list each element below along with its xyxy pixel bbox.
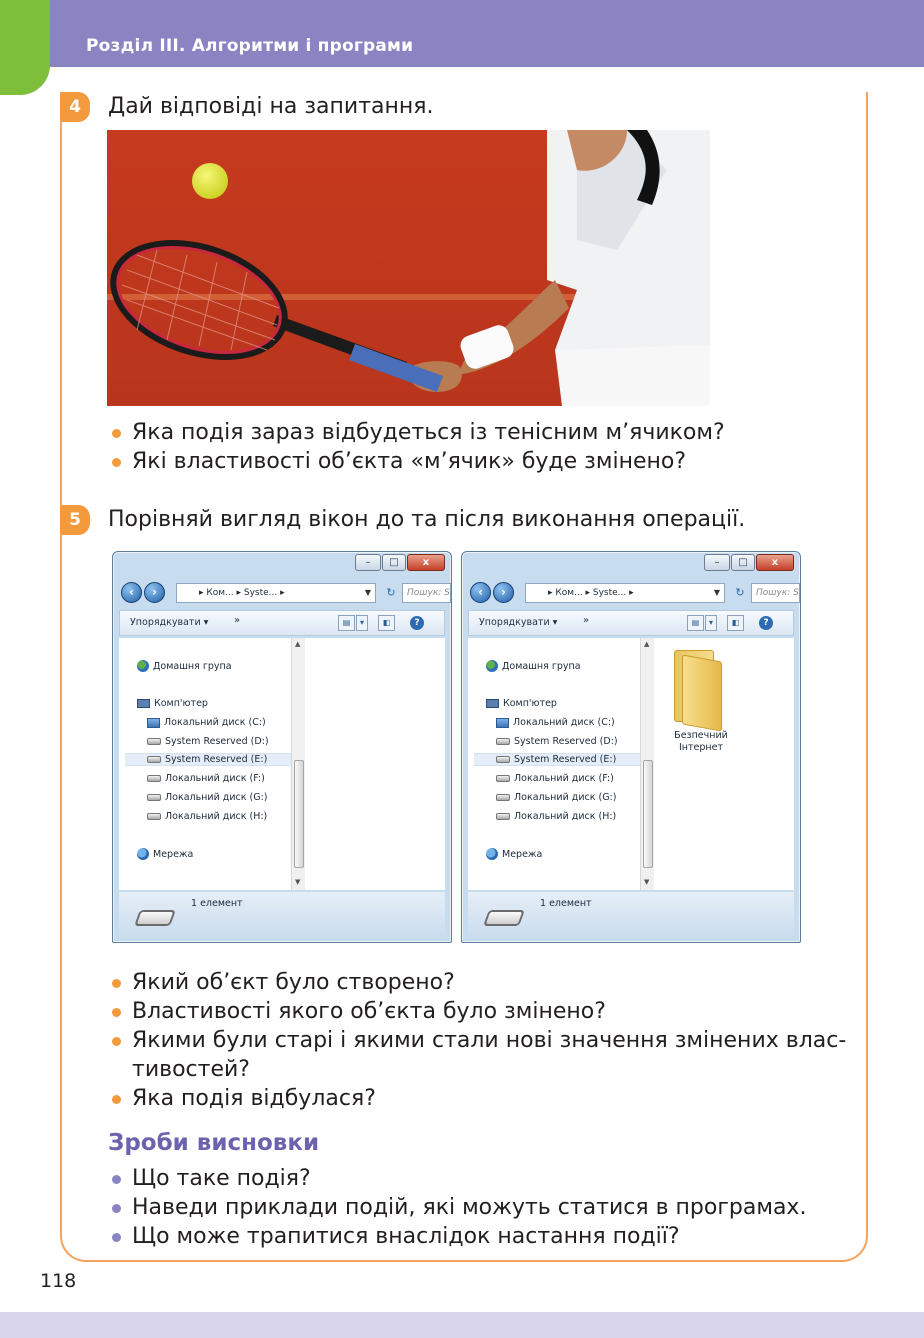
organize-menu[interactable]: Упорядкувати ▾ <box>479 617 558 628</box>
address-row <box>468 580 799 606</box>
navigation-pane <box>119 638 305 890</box>
nav-label: System Reserved (E:) <box>514 754 617 765</box>
drive-large-icon <box>134 910 176 926</box>
forward-button[interactable]: › <box>144 582 165 603</box>
close-icon: x <box>771 557 779 568</box>
page-number: 118 <box>40 1270 77 1292</box>
status-bar <box>119 892 445 938</box>
nav-label: Комп'ютер <box>503 698 557 709</box>
address-bar[interactable] <box>525 583 725 603</box>
network-icon <box>137 848 149 860</box>
task-4-questions <box>108 418 725 476</box>
scrollbar[interactable] <box>291 638 305 890</box>
nav-drive-e-selected[interactable] <box>125 753 291 766</box>
nav-label: System Reserved (D:) <box>165 736 269 747</box>
content-pane-empty[interactable] <box>305 638 445 890</box>
nav-label: Локальний диск (F:) <box>165 773 265 784</box>
question-text: тивостей? <box>132 1057 250 1082</box>
scroll-up-icon[interactable]: ▲ <box>644 640 650 648</box>
address-row <box>119 580 450 606</box>
chevron-down-icon: ▼ <box>713 588 720 597</box>
drive-icon <box>496 756 510 763</box>
window-titlebar <box>462 552 800 576</box>
address-path: ▸ Ком... ▸ Syste... ▸ <box>199 588 285 598</box>
close-button[interactable] <box>407 554 445 571</box>
maximize-icon: □ <box>389 557 399 568</box>
nav-network[interactable] <box>486 848 542 860</box>
drive-icon <box>147 756 161 763</box>
nav-drive-c[interactable] <box>496 717 615 728</box>
drive-icon <box>147 794 161 801</box>
nav-drive-e-selected[interactable] <box>474 753 640 766</box>
address-path: ▸ Ком... ▸ Syste... ▸ <box>548 588 634 598</box>
preview-pane-icon[interactable]: ◧ <box>727 615 744 631</box>
conclusion-text: Що може трапитися внаслідок настання події? <box>132 1224 680 1249</box>
drive-icon <box>147 813 161 820</box>
help-icon[interactable]: ? <box>410 616 424 630</box>
nav-computer[interactable] <box>486 698 557 709</box>
list-item <box>108 1164 806 1193</box>
explorer-window-before <box>112 551 452 943</box>
nav-homegroup[interactable] <box>137 660 232 672</box>
status-bar <box>468 892 794 938</box>
nav-label: Домашня група <box>153 660 232 672</box>
list-item <box>108 1193 806 1222</box>
back-button[interactable]: ‹ <box>121 582 142 603</box>
nav-drive-h[interactable] <box>147 811 267 822</box>
command-toolbar <box>119 610 445 636</box>
task-4-title: Дай відповіді на запитання. <box>108 94 434 119</box>
more-commands-button[interactable]: » <box>583 615 590 626</box>
question-text: Який об’єкт було створено? <box>132 970 455 995</box>
view-options-icon[interactable]: ▤ <box>687 615 704 631</box>
list-item <box>108 1222 806 1251</box>
homegroup-icon <box>137 660 149 672</box>
task-4-badge: 4 <box>60 92 90 122</box>
bullet-dot <box>112 1008 121 1017</box>
status-item-count: 1 елемент <box>540 898 592 909</box>
nav-label: System Reserved (E:) <box>165 754 268 765</box>
page-header-title: Розділ ІІІ. Алгоритми і програми <box>86 36 414 56</box>
nav-label: System Reserved (D:) <box>514 736 618 747</box>
scroll-thumb[interactable] <box>294 760 304 868</box>
search-input[interactable]: Пошук: S <box>751 583 800 603</box>
question-text: Якими були старі і якими стали нові значення змінених влас- <box>132 1028 847 1053</box>
scrollbar[interactable] <box>640 638 654 890</box>
tennis-photo <box>107 130 710 406</box>
network-icon <box>486 848 498 860</box>
drive-icon <box>147 775 161 782</box>
nav-label: Локальний диск (C:) <box>513 717 615 728</box>
nav-drive-f[interactable] <box>147 773 265 784</box>
nav-label: Локальний диск (C:) <box>164 717 266 728</box>
nav-drive-g[interactable] <box>147 792 267 803</box>
conclusions-list <box>108 1164 806 1251</box>
nav-drive-c[interactable] <box>147 717 266 728</box>
question-text: Які властивості об’єкта «м’ячик» буде змінено? <box>132 449 687 474</box>
refresh-button[interactable]: ↻ <box>386 586 396 599</box>
explorer-window-after <box>461 551 801 943</box>
search-input[interactable]: Пошук: S <box>402 583 451 603</box>
view-dropdown-icon[interactable]: ▾ <box>705 615 717 631</box>
system-drive-icon <box>147 718 160 728</box>
list-item <box>108 1026 846 1055</box>
question-text: Властивості якого об’єкта було змінено? <box>132 999 606 1024</box>
close-icon: x <box>422 557 430 568</box>
header-bar <box>0 0 924 67</box>
nav-network[interactable] <box>137 848 193 860</box>
nav-label: Локальний диск (F:) <box>514 773 614 784</box>
address-bar[interactable] <box>176 583 376 603</box>
bullet-dot <box>112 1175 121 1184</box>
view-options-icon[interactable]: ▤ <box>338 615 355 631</box>
nav-label: Мережа <box>153 848 194 860</box>
preview-pane-icon[interactable]: ◧ <box>378 615 395 631</box>
forward-button[interactable]: › <box>493 582 514 603</box>
question-text: Яка подія відбулася? <box>132 1086 376 1111</box>
folder-label-line: Інтернет <box>678 742 723 753</box>
task-5-badge: 5 <box>60 505 90 535</box>
drive-icon <box>496 775 510 782</box>
nav-homegroup[interactable] <box>486 660 581 672</box>
scroll-up-icon[interactable]: ▲ <box>295 640 301 648</box>
conclusion-text: Наведи приклади подій, які можуть статися в програмах. <box>132 1195 807 1220</box>
minimize-icon: – <box>714 557 720 568</box>
list-item <box>108 447 725 476</box>
maximize-button[interactable] <box>382 554 406 571</box>
nav-label: Комп'ютер <box>154 698 208 709</box>
nav-drive-h[interactable] <box>496 811 616 822</box>
close-button[interactable] <box>756 554 794 571</box>
task-5-questions <box>108 968 846 1113</box>
navigation-pane <box>468 638 654 890</box>
content-pane[interactable] <box>654 638 794 890</box>
organize-menu[interactable]: Упорядкувати ▾ <box>130 617 209 628</box>
section-corner-tab <box>0 0 50 95</box>
maximize-icon: □ <box>738 557 748 568</box>
list-item <box>108 997 846 1026</box>
computer-icon <box>137 699 150 708</box>
drive-icon <box>147 738 161 745</box>
footer-bar <box>0 1312 924 1338</box>
status-item-count: 1 елемент <box>191 898 243 909</box>
nav-drive-d[interactable] <box>496 736 618 747</box>
back-button[interactable]: ‹ <box>470 582 491 603</box>
minimize-icon: – <box>365 557 371 568</box>
list-item-continuation <box>108 1055 846 1084</box>
more-commands-button[interactable]: » <box>234 615 241 626</box>
minimize-button[interactable] <box>355 554 381 571</box>
nav-computer[interactable] <box>137 698 208 709</box>
maximize-button[interactable] <box>731 554 755 571</box>
new-folder-label[interactable] <box>656 730 746 754</box>
command-toolbar <box>468 610 794 636</box>
nav-drive-g[interactable] <box>496 792 616 803</box>
nav-label: Локальний диск (G:) <box>165 792 268 803</box>
task-5-title: Порівняй вигляд вікон до та після виконання операції. <box>108 507 746 532</box>
nav-drive-d[interactable] <box>147 736 269 747</box>
help-icon[interactable]: ? <box>759 616 773 630</box>
view-dropdown-icon[interactable]: ▾ <box>356 615 368 631</box>
conclusion-text: Що таке подія? <box>132 1166 311 1191</box>
nav-label: Локальний диск (H:) <box>165 811 268 822</box>
refresh-button[interactable]: ↻ <box>735 586 745 599</box>
nav-label: Домашня група <box>502 660 581 672</box>
homegroup-icon <box>486 660 498 672</box>
tennis-photo-image <box>107 130 710 406</box>
nav-label: Мережа <box>502 848 543 860</box>
drive-icon <box>496 738 510 745</box>
scroll-down-icon[interactable]: ▼ <box>644 878 650 886</box>
bullet-dot <box>112 1037 121 1046</box>
bullet-dot <box>112 1233 121 1242</box>
nav-drive-f[interactable] <box>496 773 614 784</box>
scroll-thumb[interactable] <box>643 760 653 868</box>
drive-large-icon <box>483 910 525 926</box>
system-drive-icon <box>496 718 509 728</box>
minimize-button[interactable] <box>704 554 730 571</box>
bullet-dot <box>112 1095 121 1104</box>
question-text: Яка подія зараз відбудеться із тенісним м’ячиком? <box>132 420 725 445</box>
bullet-dot <box>112 979 121 988</box>
conclusions-heading: Зроби висновки <box>108 1130 320 1156</box>
folder-icon-front <box>682 654 722 731</box>
drive-icon <box>496 794 510 801</box>
folder-label-line: Безпечний <box>674 730 728 741</box>
nav-label: Локальний диск (H:) <box>514 811 617 822</box>
nav-label: Локальний диск (G:) <box>514 792 617 803</box>
chevron-down-icon: ▼ <box>364 588 371 597</box>
bullet-dot <box>112 1204 121 1213</box>
drive-icon <box>496 813 510 820</box>
scroll-down-icon[interactable]: ▼ <box>295 878 301 886</box>
list-item <box>108 1084 846 1113</box>
bullet-dot <box>112 429 121 438</box>
list-item <box>108 968 846 997</box>
bullet-dot <box>112 458 121 467</box>
new-folder-item[interactable] <box>668 650 728 722</box>
computer-icon <box>486 699 499 708</box>
list-item <box>108 418 725 447</box>
window-titlebar <box>113 552 451 576</box>
